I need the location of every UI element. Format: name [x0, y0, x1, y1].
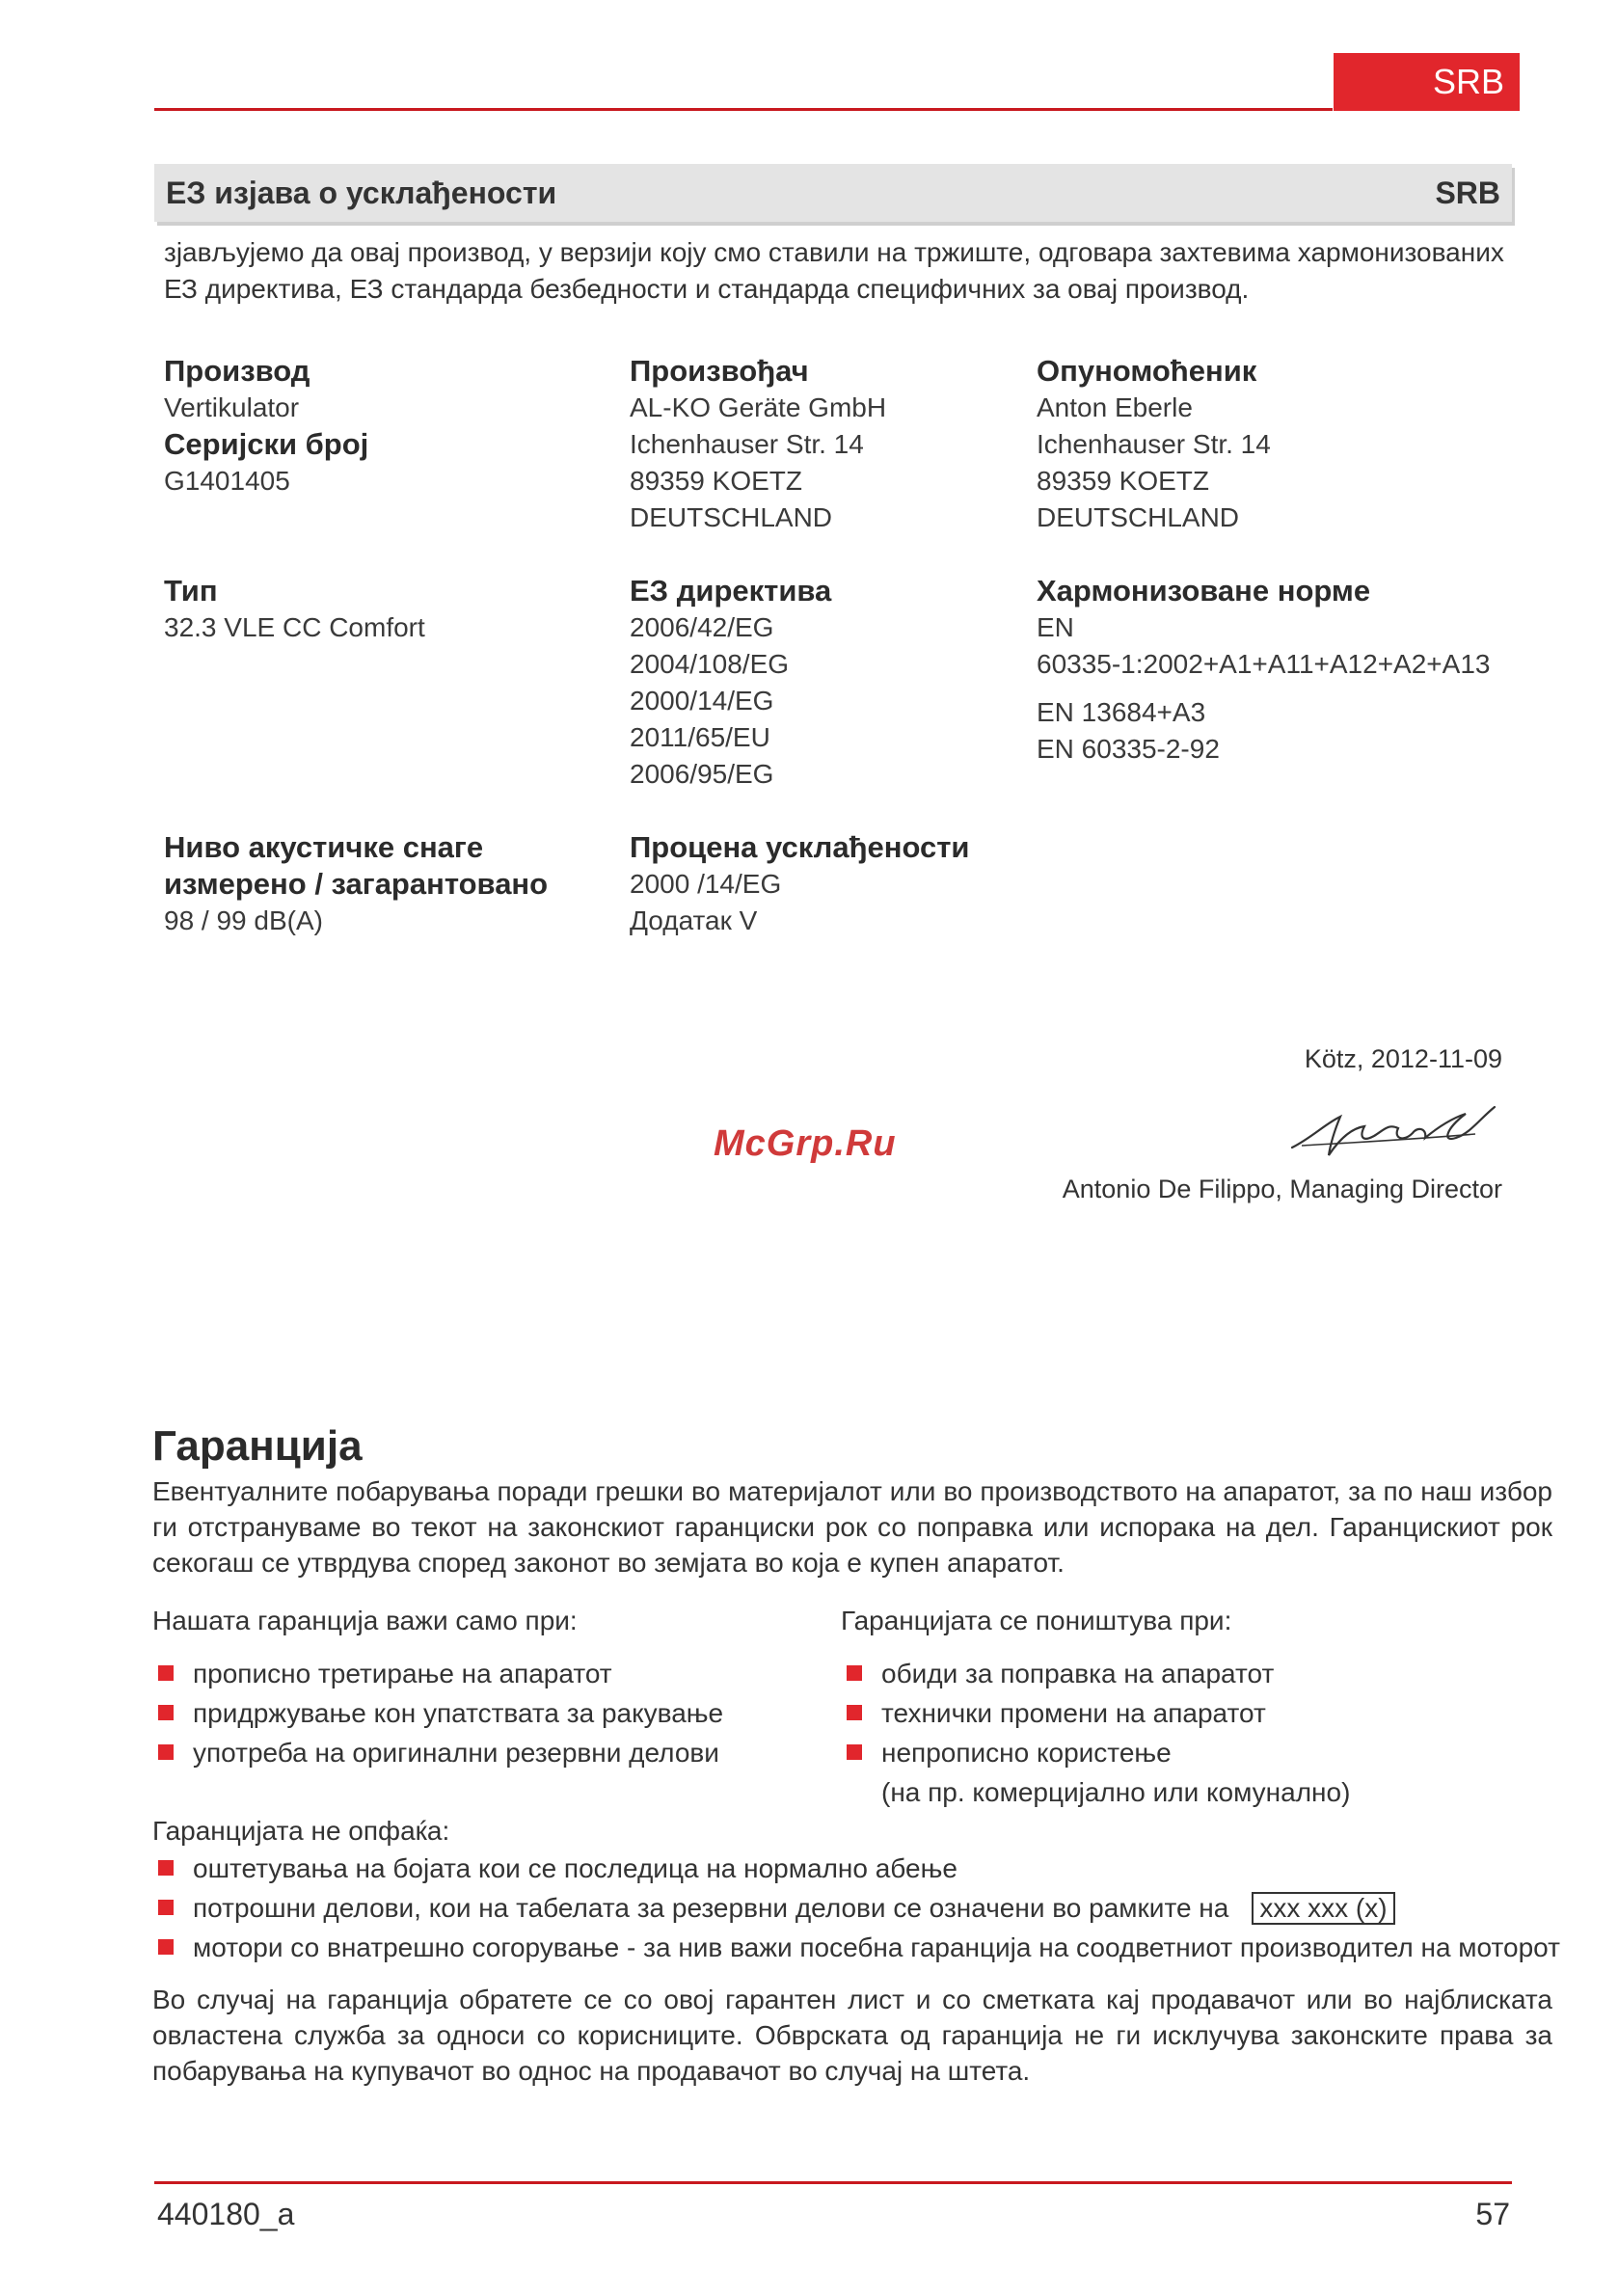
authorized-line: Anton Eberle [1037, 392, 1193, 422]
bullet-square-icon [158, 1705, 174, 1720]
bullet-square-icon [158, 1665, 174, 1681]
bullet-square-icon [847, 1705, 862, 1720]
directive-block [630, 573, 1073, 793]
warranty-void-heading: Гаранцијата се поништува при: [841, 1606, 1232, 1635]
warranty-exclusions-heading: Гаранцијата не опфаќа: [152, 1816, 450, 1846]
sound-label-measured: измерено / загарантовано [164, 867, 549, 901]
type-label: Тип [164, 574, 218, 608]
directive-line: 2004/108/EG [630, 649, 790, 679]
bullet-square-icon [847, 1744, 862, 1760]
conformity-line: Додатак V [630, 905, 758, 935]
directive-line: 2000/14/EG [630, 686, 774, 716]
sound-block [164, 829, 617, 939]
directive-label: ЕЗ директива [630, 574, 832, 608]
footer-rule [154, 2181, 1512, 2184]
product-block [164, 353, 607, 500]
bullet-square-icon [158, 1939, 174, 1955]
sound-label: Ниво акустичке снаге [164, 830, 484, 864]
bullet-square-icon [158, 1744, 174, 1760]
header-rule [154, 108, 1333, 111]
manufacturer-line: AL-KO Geräte GmbH [630, 392, 887, 422]
place-date: Kötz, 2012-11-09 [1304, 1044, 1502, 1073]
serial-label: Серијски број [164, 427, 369, 461]
directive-line: 2006/42/EG [630, 612, 774, 642]
list-item: прописно третирање на апаратот [152, 1654, 827, 1693]
manufacturer-line: Ichenhauser Str. 14 [630, 429, 864, 459]
warranty-valid-list [152, 1606, 827, 1772]
document-code: 440180_a [157, 2197, 295, 2231]
manufacturer-line: 89359 KOETZ [630, 466, 802, 496]
sound-value: 98 / 99 dB(A) [164, 905, 323, 935]
norms-line: EN 13684+A3 [1037, 697, 1206, 727]
declaration-title-bar [154, 164, 1512, 222]
authorized-label: Опуномоћеник [1037, 354, 1257, 388]
page-number: 57 [1475, 2197, 1510, 2231]
type-value: 32.3 VLE CC Comfort [164, 612, 425, 642]
bullet-square-icon [847, 1665, 862, 1681]
signer-name: Antonio De Filippo, Managing Director [1062, 1175, 1502, 1203]
authorized-block [1037, 353, 1480, 536]
norms-block [1037, 573, 1538, 768]
list-item: мотори со внатрешно согорување - за нив важи посебна гаранција на соодветниот производител на моторот [152, 1928, 1560, 1967]
product-label: Производ [164, 354, 310, 388]
norms-label: Хармонизоване норме [1037, 574, 1371, 608]
manufacturer-label: Произвођач [630, 354, 809, 388]
warranty-closing: Во случај на гаранција обратете се со овој гарантен лист и со сметката кај продавачот или во најблиската овластена служба за односи со корисниците. Обврската од гаранција не ги исклучува законските права за побарувања на купувачот во однос на продавачот во случај на штета. [152, 1985, 1552, 2086]
manufacturer-block [630, 353, 1073, 536]
authorized-line: Ichenhauser Str. 14 [1037, 429, 1271, 459]
list-item: технички промени на апаратот [841, 1693, 1554, 1733]
type-block [164, 573, 607, 646]
spare-part-marker: xxx xxx (x) [1252, 1892, 1394, 1925]
conformity-label: Процена усклађености [630, 830, 970, 864]
conformity-block [630, 829, 1083, 939]
warranty-intro: Евентуалните побарувања поради грешки во материјалот или во производството на апаратот, за по наш избор ги отстрануваме во текот на законскиот гаранциски рок со поправка или испорака на дел. Гаранцискиот рок секогаш се утврдува според законот во земјата во која е купен апаратот. [152, 1476, 1552, 1578]
watermark: McGrp.Ru [714, 1123, 897, 1164]
norms-line: 60335-1:2002+A1+A11+A12+A2+A13 [1037, 649, 1491, 679]
warranty-valid-heading: Нашата гаранција важи само при: [152, 1606, 578, 1635]
directive-line: 2006/95/EG [630, 759, 774, 789]
list-item: обиди за поправка на апаратот [841, 1654, 1554, 1693]
list-item: непрописно користење (на пр. комерцијално или комунално) [841, 1733, 1554, 1812]
void-note: (на пр. комерцијално или комунално) [881, 1777, 1351, 1807]
conformity-line: 2000 /14/EG [630, 869, 782, 899]
product-value: Vertikulator [164, 392, 300, 422]
norms-line: EN [1037, 612, 1074, 642]
bullet-square-icon [158, 1860, 174, 1876]
warranty-exclusions [152, 1816, 1560, 1967]
list-item: потрошни делови, кои на табелата за резервни делови се означени во рамките на xxx xxx (x) [152, 1888, 1560, 1928]
norms-line: EN 60335-2-92 [1037, 734, 1220, 764]
declaration-title: ЕЗ изјава о усклађености [166, 176, 557, 210]
serial-value: G1401405 [164, 466, 290, 496]
manufacturer-line: DEUTSCHLAND [630, 502, 833, 532]
warranty-title: Гаранција [152, 1422, 363, 1470]
declaration-language-code: SRB [1435, 176, 1500, 210]
language-tab: SRB [1334, 53, 1520, 111]
warranty-void-list [841, 1606, 1554, 1812]
directive-line: 2011/65/EU [630, 722, 770, 752]
bullet-square-icon [158, 1900, 174, 1915]
list-item: придржување кон упатствата за ракување [152, 1693, 827, 1733]
list-item: употреба на оригинални резервни делови [152, 1733, 827, 1772]
authorized-line: 89359 KOETZ [1037, 466, 1209, 496]
declaration-intro: зјављујемо да овај производ, у верзији коју смо ставили на тржиште, одговара захтевима хармонизованих ЕЗ директива, ЕЗ стандарда безбедности и стандарда специфичних за овај производ. [164, 237, 1504, 304]
authorized-line: DEUTSCHLAND [1037, 502, 1240, 532]
signature-image [1282, 1090, 1504, 1167]
list-item: оштетувања на бојата кои се последица на нормално абење [152, 1849, 1560, 1888]
